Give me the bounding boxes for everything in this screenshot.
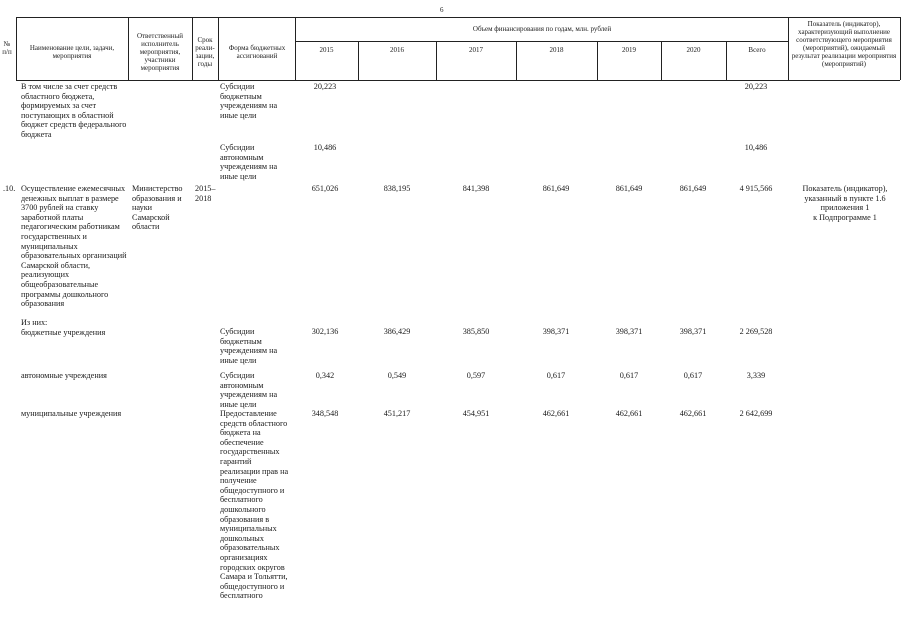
col-line — [16, 17, 17, 80]
row5-2019: 0,617 — [619, 371, 639, 380]
header-year-total: Всего — [748, 46, 766, 54]
row6-form: Предоставление средств областного бюджета на обеспечение государственных гарантий реализации прав на получение общедоступного и бесплатного дошкольного образования в муниципальных дошкольных образовательных организациях городских округов Самара и Тольятти, общедоступного и бесплатного — [220, 409, 289, 601]
header-top-line — [16, 17, 900, 18]
row3-indicator: Показатель (индикатор), указанный в пункте 1.6 приложения 1 к Подпрограмме 1 — [802, 184, 888, 222]
col-line — [218, 17, 219, 80]
row3-2015: 651,026 — [311, 184, 339, 193]
row3-executor: Министерство образования и науки Самарской области — [132, 184, 183, 232]
col-line — [128, 17, 129, 80]
row2-form: Субсидии автономным учреждениям на иные цели — [220, 143, 278, 181]
row1-total: 20,223 — [744, 82, 768, 91]
header-term: Срок реали-зации, годы — [195, 36, 215, 68]
row5-total: 3,339 — [746, 371, 766, 380]
row4-2018: 398,371 — [542, 327, 570, 336]
row5-2020: 0,617 — [683, 371, 703, 380]
row4-form: Субсидии бюджетным учреждениям на иные цели — [220, 327, 278, 365]
header-year-2019: 2019 — [622, 46, 636, 54]
header-mid-line — [295, 41, 788, 42]
row2-total: 10,486 — [744, 143, 768, 152]
row1-2015: 20,223 — [313, 82, 337, 91]
header-funding: Объем финансирования по годам, млн. рублей — [472, 25, 612, 33]
row6-2017: 454,951 — [462, 409, 490, 418]
row6-2020: 462,661 — [679, 409, 707, 418]
header-num: № п/п — [2, 40, 12, 56]
header-year-2017: 2017 — [469, 46, 483, 54]
row4-2019: 398,371 — [615, 327, 643, 336]
page-number: 6 — [440, 6, 444, 14]
row4-2016: 386,429 — [383, 327, 411, 336]
row5-2015: 0,342 — [315, 371, 335, 380]
row3-term: 2015– 2018 — [195, 184, 216, 203]
row3-2020: 861,649 — [679, 184, 707, 193]
row3-2019: 861,649 — [615, 184, 643, 193]
row5-2017: 0,597 — [466, 371, 486, 380]
row6-2016: 451,217 — [383, 409, 411, 418]
col-line — [788, 17, 789, 80]
row4-2015: 302,136 — [311, 327, 339, 336]
header-bottom-line — [16, 80, 900, 81]
row1-form: Субсидии бюджетным учреждениям на иные цели — [220, 82, 278, 120]
row1-name: В том числе за счет средств областного бюджета, формируемых за счет поступающих в областной бюджет средств федерального бюджета — [21, 82, 127, 139]
row3-name: Осуществление ежемесячных денежных выплат в размере 3700 рублей на ставку заработной платы педагогическим работникам государственных и муниципальных образовательных организаций Самарской области, реализующих общеобразовательные программы дошкольного образования — [21, 184, 127, 309]
row4-2020: 398,371 — [679, 327, 707, 336]
row5-name: автономные учреждения — [21, 371, 107, 380]
row6-name: муниципальные учреждения — [21, 409, 122, 418]
row4-total: 2 269,528 — [739, 327, 773, 336]
row6-2015: 348,548 — [311, 409, 339, 418]
header-year-2018: 2018 — [549, 46, 564, 54]
header-year-2020: 2020 — [686, 46, 701, 54]
row4-name: Из них: бюджетные учреждения — [21, 318, 106, 337]
row3-2018: 861,649 — [542, 184, 570, 193]
row6-total: 2 642,699 — [739, 409, 773, 418]
row6-2018: 462,661 — [542, 409, 570, 418]
col-line — [900, 17, 901, 80]
header-executor: Ответственный исполнитель мероприятия, участники мероприятия — [136, 32, 184, 72]
row5-2018: 0,617 — [546, 371, 566, 380]
header-year-2016: 2016 — [390, 46, 404, 54]
row3-num: .10. — [3, 184, 16, 193]
row5-form: Субсидии автономным учреждениям на иные цели — [220, 371, 278, 409]
header-form: Форма бюджетных ассигнований — [228, 44, 286, 60]
header-year-2015: 2015 — [319, 46, 334, 54]
row3-2016: 838,195 — [383, 184, 411, 193]
row3-2017: 841,398 — [462, 184, 490, 193]
header-name: Наименование цели, задачи, мероприятия — [29, 44, 115, 60]
row5-2016: 0,549 — [387, 371, 407, 380]
row6-2019: 462,661 — [615, 409, 643, 418]
row3-total: 4 915,566 — [739, 184, 773, 193]
row2-2015: 10,486 — [313, 143, 337, 152]
header-indicator: Показатель (индикатор), характеризующий выполнение соответствующего мероприятия (мероприятий), ожидаемый результат реализации мероприятия (мероприятий) — [791, 20, 897, 68]
row4-2017: 385,850 — [462, 327, 490, 336]
